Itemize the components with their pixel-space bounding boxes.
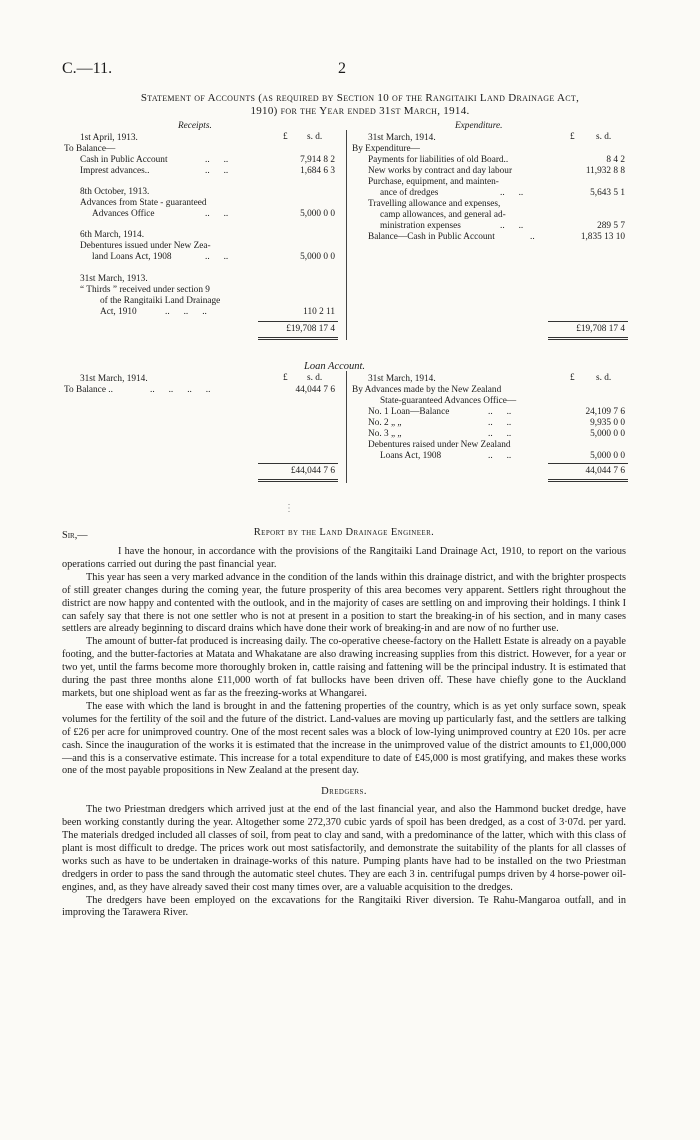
leader-dots: .. .. .. [165, 307, 207, 317]
receipt-line: To Balance— [64, 144, 116, 154]
leader-dots: .. .. .. .. [150, 385, 211, 395]
loan-left-pound-header: £ [283, 373, 288, 383]
receipt-date: 31st March, 1913. [80, 274, 148, 284]
receipt-line: Imprest advances.. [80, 166, 150, 176]
loan-right-line: By Advances made by the New Zealand [352, 385, 502, 395]
leader-dots: .. .. [488, 451, 512, 461]
expenditure-amount: 5,643 5 1 [590, 188, 625, 198]
leader-dots: .. .. [500, 188, 524, 198]
loan-left-total: £44,044 7 6 [290, 466, 335, 476]
receipt-amount: 5,000 0 0 [300, 252, 335, 262]
expenditure-line: Travelling allowance and expenses, [368, 199, 501, 209]
receipt-line: Advances from State - guaranteed [80, 198, 207, 208]
receipt-line: land Loans Act, 1908 [92, 252, 172, 262]
loan-right-line: Loans Act, 1908 [380, 451, 442, 461]
loan-right-total: 44,044 7 6 [585, 466, 625, 476]
expenditure-amount: 289 5 7 [597, 221, 625, 231]
expenditure-line: New works by contract and day labour [368, 166, 513, 176]
loan-right-amount: 9,935 0 0 [590, 418, 625, 428]
report-heading: Report by the Land Drainage Engineer. [253, 527, 435, 538]
receipts-heading: Receipts. [178, 121, 212, 131]
statement-title-line-1: Statement of Accounts (as required by Section 10 of the Rangitaiki Land Drainage Act, [140, 92, 580, 104]
loan-right-pound-header: £ [570, 373, 575, 383]
loan-right-line: Debentures raised under New Zealand [368, 440, 511, 450]
report-body [62, 546, 626, 920]
receipt-line: Cash in Public Account [80, 155, 168, 165]
salutation: Sir,— [62, 530, 88, 541]
expenditure-line: ance of dredges [380, 188, 439, 198]
loan-right-amount: 5,000 0 0 [590, 451, 625, 461]
expenditure-line: camp allowances, and general ad- [380, 210, 506, 220]
receipts-total: £19,708 17 4 [286, 324, 335, 334]
report-paragraph: The amount of butter-fat produced is increasing daily. The co-operative cheese-factory on the Hallett Estate is already on a payable footing, and the butter-factories at Matata and Whakatane are also drawing increasing supplies from this district. However, for a year or two yet, until the farms become more thoroughly broken in, cattle raising and fattening will be the principal industry. It is estimated that during the past three months alone £11,000 worth of fat bullocks have been driven off. These have chiefly gone to the Auckland markets, but one shipload went as far as the freezing-works at Whangarei. [62, 636, 626, 699]
loan-left-date: 31st March, 1914. [80, 374, 148, 384]
loan-left-sd-header: s. d. [307, 373, 323, 383]
receipt-amount: 5,000 0 0 [300, 209, 335, 219]
loan-right-line: No. 1 Loan—Balance [368, 407, 450, 417]
expenditure-line: Balance—Cash in Public Account [368, 232, 495, 242]
leader-dots: .. .. [488, 429, 512, 439]
expenditure-line: By Expenditure— [352, 144, 420, 154]
expenditure-line: Purchase, equipment, and mainten- [368, 177, 499, 187]
report-paragraph: The dredgers have been employed on the excavations for the Rangitaiki River diversion. Te Rahu-Mangaroa outfall, and in improving the Tarawera River. [62, 894, 626, 919]
expenditure-total: £19,708 17 4 [576, 324, 625, 334]
receipt-line: “ Thirds ” received under section 9 [80, 285, 210, 295]
report-paragraph: The two Priestman dredgers which arrived just at the end of the last financial year, and also the Hammond bucket dredge, have been working constantly during the year. Altogether some 272,370 cubic yards of spoil has been dredged, as a cost of 3·07d. per yard. The materials dredged included all classes of soil, from peat to clay and sand, with a predominance of the latter, which with this class of plant is most difficult to dredge. The prices work out most satisfactorily, and demonstrate the suitability of the plants for all classes of works such as have to be undertaken in drainage-works of this nature. Pumping plants have had to be installed on the two Priestman dredgers in order to pass the sand through the automatic steel chutes. They are each 3 in. centrifugal pumps driven by 4 horse-power oil-engines, and, as they have already saved their cost many times over, are a valuable acquisition to the dredges. [62, 804, 626, 893]
loan-right-line: State-guaranteed Advances Office— [380, 396, 517, 406]
receipt-amount: 7,914 8 2 [300, 155, 335, 165]
loan-right-total-rule [548, 463, 628, 464]
loan-right-amount: 5,000 0 0 [590, 429, 625, 439]
section-divider-mark: ⋮ [284, 503, 294, 514]
loan-right-line: No. 2 „ „ [368, 418, 402, 428]
receipt-line: Act, 1910 [100, 307, 137, 317]
leader-dots: .. .. [205, 166, 229, 176]
loan-divider [346, 371, 347, 483]
expenditure-heading: Expenditure. [455, 121, 503, 131]
receipt-line: Advances Office [92, 209, 155, 219]
dredgers-heading: Dredgers. [321, 786, 367, 798]
loan-right-sd-header: s. d. [596, 373, 612, 383]
receipt-date: 6th March, 1914. [80, 230, 145, 240]
receipt-date: 1st April, 1913. [80, 133, 138, 143]
leader-dots: .. .. [205, 252, 229, 262]
report-paragraph: This year has seen a very marked advance in the condition of the lands within this drainage district, and with the brighter prospects of still greater changes during the coming year, the future prosperity of this area becomes very apparent. Settlers right throughout the district are now happy and contented with the outlook, and in the majority of cases are settling on and improving their holdings. I think I can safely say that there is not one settler who is not at present in a position to start the breaking-in of his section, and in many cases settlers are already beginning to discard drains which have done their work of breaking-in and are now of no further use. [62, 571, 626, 635]
loan-right-date: 31st March, 1914. [368, 374, 436, 384]
receipt-line: Debentures issued under New Zea- [80, 241, 211, 251]
expenditure-pound-header: £ [570, 132, 575, 142]
expenditure-amount: 1,835 13 10 [580, 232, 625, 242]
receipt-amount: 110 2 11 [303, 307, 335, 317]
loan-right-line: No. 3 „ „ [368, 429, 402, 439]
report-paragraph: I have the honour, in accordance with the provisions of the Rangitaiki Land Drainage Act, 1910, to report on the various operations carried out during the past financial year. [62, 546, 626, 570]
loan-account-heading: Loan Account. [304, 361, 366, 372]
loan-account [0, 0, 700, 490]
receipt-amount: 1,684 6 3 [300, 166, 335, 176]
leader-dots: .. [530, 232, 535, 242]
loan-right-double-rule [548, 479, 628, 482]
expenditure-line: ministration expenses [380, 221, 461, 231]
expenditure-sd-header: s. d. [596, 132, 612, 142]
loan-left-total-rule [258, 463, 338, 464]
leader-dots: .. .. [205, 155, 229, 165]
leader-dots: .. .. [488, 407, 512, 417]
loan-right-amount: 24,109 7 6 [585, 407, 625, 417]
leader-dots: .. .. [500, 221, 524, 231]
leader-dots: .. .. [488, 418, 512, 428]
loan-left-double-rule [258, 479, 338, 482]
leader-dots: .. .. [205, 209, 229, 219]
receipts-sd-header: s. d. [307, 132, 323, 142]
report-paragraph: The ease with which the land is brought in and the fattening properties of the country, which is as yet only surface sown, speak volumes for the fertility of the soil and the future of the district. Land-values are moving up particularly fast, and the settlers are talking of £26 per acre for unimproved country. One of the most recent sales was a block of low-lying unimproved country at £20 10s. per acre cash. Since the inauguration of the works it is estimated that the increase in the unimproved value of the district amounts to £1,000,000—and this is a conservative estimate. This increase for a total expenditure to date of £45,000 is most gratifying, and makes these works one of the most payable propositions in New Zealand at the present day. [62, 700, 626, 777]
loan-left-line: To Balance .. [64, 385, 113, 395]
expenditure-date: 31st March, 1914. [368, 133, 436, 143]
receipt-date: 8th October, 1913. [80, 187, 150, 197]
receipts-pound-header: £ [283, 132, 288, 142]
page-number: 2 [338, 60, 346, 77]
expenditure-amount: 8 4 2 [606, 155, 625, 165]
expenditure-line: Payments for liabilities of old Board.. [368, 155, 509, 165]
document-reference: C.—11. [62, 60, 113, 77]
statement-title-line-2: 1910) for the Year ended 31st March, 1914. [250, 105, 470, 117]
receipt-line: of the Rangitaiki Land Drainage [100, 296, 221, 306]
expenditure-amount: 11,932 8 8 [585, 166, 625, 176]
loan-left-amount: 44,044 7 6 [295, 385, 335, 395]
